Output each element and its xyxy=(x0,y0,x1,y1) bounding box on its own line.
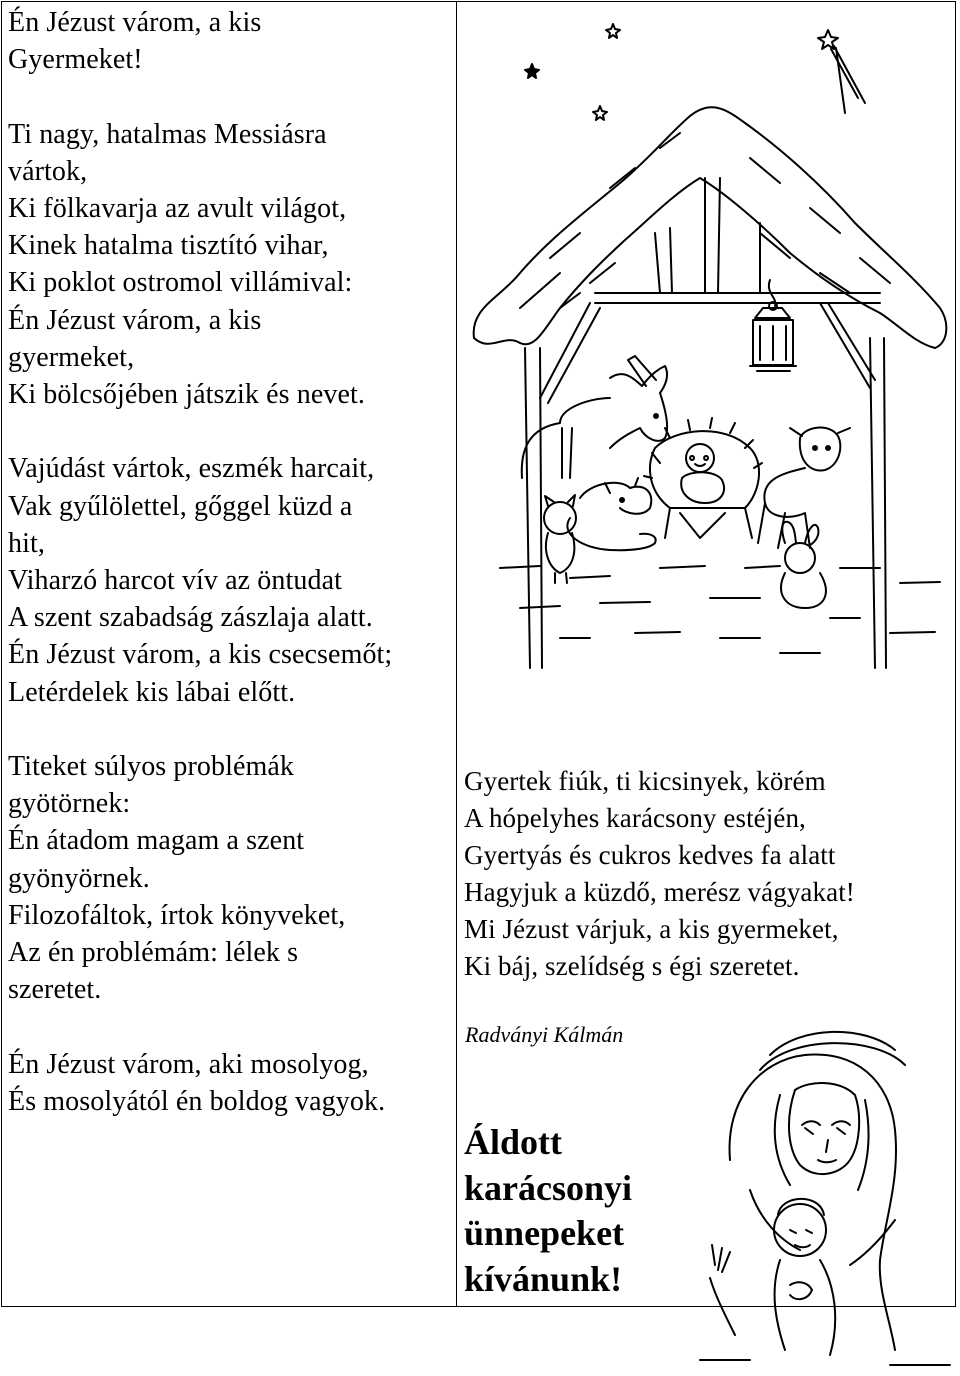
poem-left-column xyxy=(8,4,448,1120)
poem-line: Az én problémám: lélek s xyxy=(8,937,299,969)
star-icon xyxy=(593,106,607,120)
poem-line: gyönyörnek. xyxy=(8,862,150,894)
poem-line: A szent szabadság zászlaja alatt. xyxy=(8,602,373,634)
greeting-line: kívánunk! xyxy=(464,1258,623,1299)
poem-line: szeretet. xyxy=(8,974,102,1006)
greeting-line: ünnepeket xyxy=(464,1213,625,1254)
poem-line: Viharzó harcot vív az öntudat xyxy=(8,565,342,597)
poem-line: vártok, xyxy=(8,155,88,187)
poem-line: Ki báj, szelídség s égi szeretet. xyxy=(464,950,800,981)
poem-line: Titeket súlyos problémák xyxy=(8,751,295,783)
stable-roof xyxy=(474,107,947,348)
poem-line: hit, xyxy=(8,527,45,559)
poem-line: Vajúdást vártok, eszmék harcait, xyxy=(8,453,375,485)
poem-line: A hópelyhes karácsony estéjén, xyxy=(464,802,806,833)
child-illustration xyxy=(774,1199,835,1355)
lamb-illustration xyxy=(567,478,655,550)
column-divider xyxy=(456,1,457,1307)
calf-illustration xyxy=(758,428,850,548)
stable-frame xyxy=(525,178,886,668)
nativity-scene-illustration xyxy=(460,8,955,673)
greeting-line: karácsonyi xyxy=(464,1167,633,1208)
star-icon xyxy=(525,64,539,78)
stanza-gap xyxy=(8,78,448,115)
christmas-greeting xyxy=(464,1120,632,1302)
poem-line: Ki bölcsőjében játszik és nevet. xyxy=(8,379,365,411)
bunny-illustration xyxy=(781,522,826,608)
donkey-illustration xyxy=(522,356,667,478)
poem-line: gyötörnek: xyxy=(8,788,131,820)
poem-line: Vak gyűlölettel, gőggel küzd a xyxy=(8,490,353,522)
poem-line: Mi Jézust várjuk, a kis gyermeket, xyxy=(464,913,839,944)
poem-line: gyermeket, xyxy=(8,341,135,373)
stanza-gap xyxy=(8,711,448,748)
stanza-gap xyxy=(8,1008,448,1045)
poem-line: Én Jézust várom, a kis xyxy=(8,7,262,38)
poem-line: Én Jézust várom, aki mosolyog, xyxy=(8,1048,369,1080)
madonna-and-child-illustration xyxy=(690,1020,960,1376)
greeting-line: Áldott xyxy=(464,1122,562,1162)
poem-author: Radványi Kálmán xyxy=(465,1022,624,1047)
halo-icon xyxy=(760,1032,905,1070)
stanza-gap xyxy=(8,413,448,450)
poem-line: Kinek hatalma tisztító vihar, xyxy=(8,230,329,262)
poem-line: Ki poklot ostromol villámival: xyxy=(8,267,353,299)
poem-line: Ti nagy, hatalmas Messiásra xyxy=(8,118,327,150)
poem-line: Én Jézust várom, a kis csecsemőt; xyxy=(8,639,393,671)
star-icon xyxy=(606,24,620,38)
poem-line: Én Jézust várom, a kis xyxy=(8,304,262,336)
poem-line: Gyertek fiúk, ti kicsinyek, körém xyxy=(464,766,826,796)
poem-line: Gyertyás és cukros kedves fa alatt xyxy=(464,839,836,870)
poem-line: Hagyjuk a küzdő, merész vágyakat! xyxy=(464,876,855,907)
poem-final-stanza xyxy=(464,763,954,984)
poem-line: Gyermeket! xyxy=(8,44,143,76)
poem-line: Ki fölkavarja az avult világot, xyxy=(8,193,347,224)
poem-line: Filozofáltok, írtok könyveket, xyxy=(8,899,346,931)
poem-line: Letérdelek kis lábai előtt. xyxy=(8,676,296,708)
manger-with-baby-illustration xyxy=(644,418,762,538)
poem-line: Én átadom magam a szent xyxy=(8,825,305,857)
star-icon xyxy=(818,30,865,113)
poem-line: És mosolyától én boldog vagyok. xyxy=(8,1085,386,1117)
kitten-illustration xyxy=(544,495,576,583)
